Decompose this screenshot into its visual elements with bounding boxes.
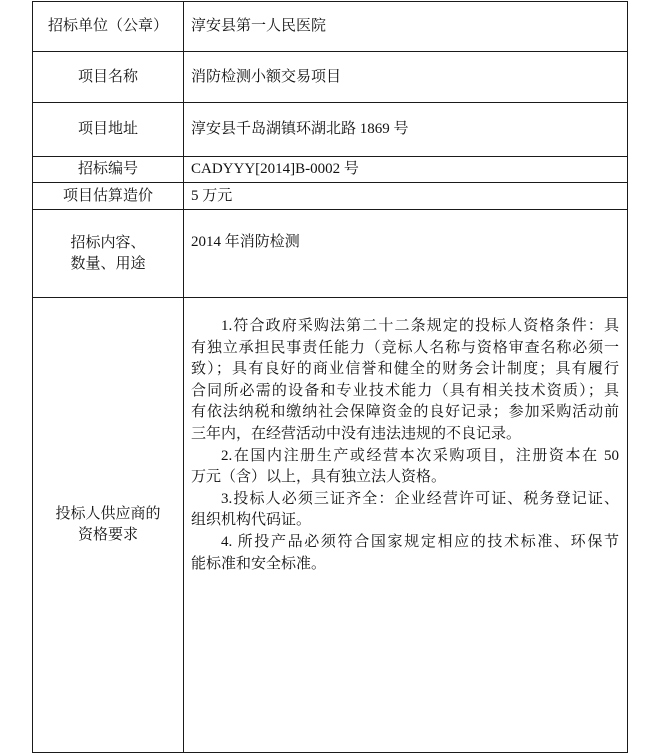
value-tender-number: CADYYY[2014]B-0002 号 xyxy=(184,157,628,183)
value-project-address: 淳安县千岛湖镇环湖北路 1869 号 xyxy=(184,103,628,157)
row-bidding-unit xyxy=(33,2,628,52)
qualification-paragraph-1-line-3: 致）；具有良好的商业信誉和健全的财务会计制度；具有履行 xyxy=(191,361,619,378)
qualification-paragraph-4-line-1: 4. 所投产品必须符合国家规定相应的技术标准、环保节 xyxy=(221,533,619,550)
qualification-paragraph-2 xyxy=(191,446,619,489)
value-bidding-unit: 淳安县第一人民医院 xyxy=(184,2,628,52)
qualification-paragraph-1-line-2: 有独立承担民事责任能力（竞标人名称与资格审查名称必须一 xyxy=(191,339,619,356)
qualification-paragraph-2-line-1: 2.在国内注册生产或经营本次采购项目，注册资本在 50 xyxy=(221,447,619,464)
label-qualifications xyxy=(33,298,184,753)
label-tender-number: 招标编号 xyxy=(33,157,184,183)
row-project-address xyxy=(33,103,628,157)
qualification-paragraph-1-line-6: 三年内，在经营活动中没有违法违规的不良记录。 xyxy=(191,425,522,442)
row-tender-scope xyxy=(33,210,628,298)
label-project-name: 项目名称 xyxy=(33,52,184,103)
qualification-paragraph-1-line-5: 有依法纳税和缴纳社会保障资金的良好记录；参加采购活动前 xyxy=(191,404,619,421)
value-project-name: 消防检测小额交易项目 xyxy=(184,52,628,103)
value-tender-scope: 2014 年消防检测 xyxy=(184,210,628,298)
row-estimated-cost xyxy=(33,183,628,210)
qualification-paragraph-4 xyxy=(191,532,619,575)
label-tender-scope-line-1: 招标内容、 xyxy=(70,234,146,251)
label-estimated-cost: 项目估算造价 xyxy=(33,183,184,210)
label-project-address: 项目地址 xyxy=(33,103,184,157)
row-project-name xyxy=(33,52,628,103)
label-bidding-unit: 招标单位（公章） xyxy=(33,2,184,52)
value-estimated-cost: 5 万元 xyxy=(184,183,628,210)
label-qualifications-line-2: 资格要求 xyxy=(77,527,138,543)
qualification-paragraph-1 xyxy=(191,316,619,446)
label-qualifications-line-1: 投标人供应商的 xyxy=(55,506,161,522)
row-qualifications xyxy=(33,298,628,753)
label-tender-scope-line-2: 数量、用途 xyxy=(70,255,146,272)
qualification-paragraph-4-line-2: 能标准和安全标准。 xyxy=(191,555,327,572)
qualification-paragraph-1-line-1: 1.符合政府采购法第二十二条规定的投标人资格条件：具 xyxy=(221,318,619,334)
qualification-paragraph-1-line-4: 合同所必需的设备和专业技术能力（具有相关技术资质）；具 xyxy=(191,382,619,399)
qualification-paragraph-3 xyxy=(191,489,619,532)
row-tender-number xyxy=(33,157,628,183)
label-tender-scope xyxy=(33,210,184,298)
qualification-paragraph-2-line-2: 万元（含）以上，具有独立法人资格。 xyxy=(191,469,447,486)
tender-info-table xyxy=(32,1,628,753)
qualification-paragraph-3-line-2: 组织机构代码证。 xyxy=(191,512,312,529)
qualification-paragraph-3-line-1: 3.投标人必须三证齐全：企业经营许可证、税务登记证、 xyxy=(221,490,619,507)
value-qualifications xyxy=(184,298,628,753)
